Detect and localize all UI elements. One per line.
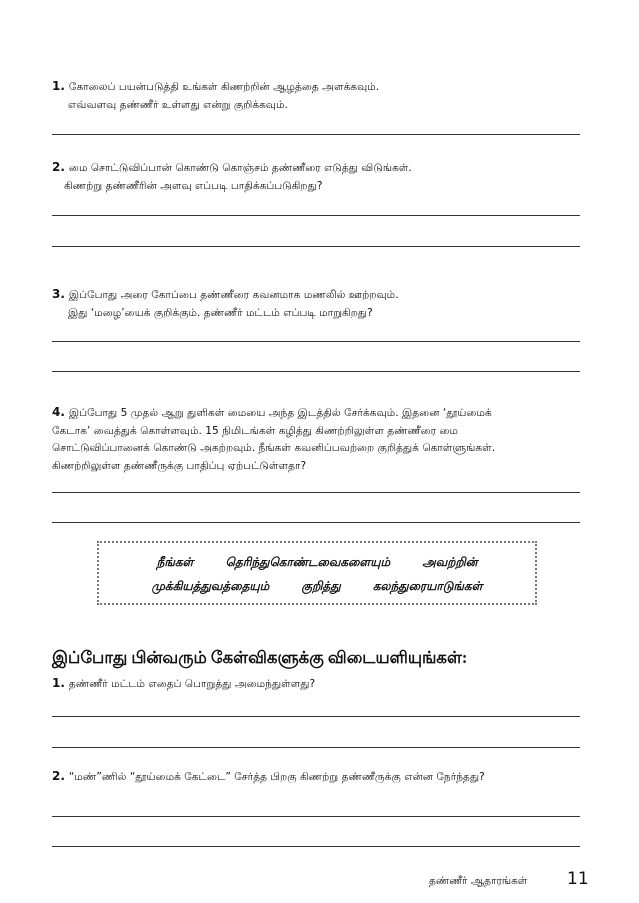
question-text: தண்ணீர் மட்டம் எதைப் பொறுத்து அமைந்துள்ளது?: [68, 678, 316, 690]
question-number: 3.: [52, 287, 65, 301]
question-text: “மண்”ணில் “தூய்மைக் கேட்டை” சேர்த்த பிறகு கிணற்று தண்ணீருக்கு என்ன நேர்ந்தது?: [68, 771, 485, 783]
answer-line[interactable]: [52, 522, 580, 523]
answer-line[interactable]: [52, 492, 580, 493]
question-text: கோலைப் பயன்படுத்தி உங்கள் கிணற்றின் ஆழத்தை அளக்கவும்.: [68, 81, 380, 93]
answer-line[interactable]: [52, 747, 580, 748]
footer-chapter-title: தண்ணீர் ஆதாரங்கள்: [429, 875, 528, 887]
section-heading: இப்போது பின்வரும் கேள்விகளுக்கு விடையளியுங்கள்:: [52, 648, 468, 667]
answer-line[interactable]: [52, 134, 580, 135]
answer-line[interactable]: [52, 246, 580, 247]
question-number: 2.: [52, 160, 65, 174]
question-1: [52, 77, 592, 114]
page-number: 11: [567, 869, 589, 889]
answer-line[interactable]: [52, 215, 580, 216]
discussion-box: [97, 541, 537, 605]
bottom-question-1: [52, 674, 592, 693]
bottom-question-2: [52, 767, 592, 786]
question-text: மை சொட்டுவிப்பான் கொண்டு கொஞ்சம் தண்ணீரை எடுத்து விடுங்கள்.: [68, 162, 412, 174]
question-text: கேடாக’ வைத்துக் கொள்ளவும். 15 நிமிடங்கள் கழித்து கிணற்றிலுள்ள தண்ணீரை மை: [52, 424, 459, 437]
question-text: இப்போது 5 முதல் ஆறு துளிகள் மையை அந்த இடத்தில் சேர்க்கவும். இதனை ‘தூய்மைக்: [68, 407, 492, 419]
question-number: 1.: [52, 676, 65, 690]
answer-line[interactable]: [52, 846, 580, 847]
question-text: கிணற்று தண்ணீரின் அளவு எப்படி பாதிக்கப்படுகிறது?: [64, 180, 323, 192]
question-text: இது ‘மழை’யைக் குறிக்கும். தண்ணீர் மட்டம் எப்படி மாறுகிறது?: [68, 307, 373, 319]
answer-line[interactable]: [52, 716, 580, 717]
answer-line[interactable]: [52, 816, 580, 817]
question-2: [52, 158, 592, 195]
question-text: கிணற்றிலுள்ள தண்ணீருக்கு பாதிப்பு ஏற்பட்டுள்ளதா?: [52, 459, 307, 472]
answer-line[interactable]: [52, 371, 580, 372]
answer-line[interactable]: [52, 341, 580, 342]
question-number: 4.: [52, 405, 65, 419]
question-text: சொட்டுவிப்பானைக் கொண்டு அகற்றவும். நீங்கள் கவனிப்பவற்றை குறித்துக் கொள்ளுங்கள்.: [52, 442, 496, 454]
discussion-text: நீங்கள் தெரிந்துகொண்டவைகளையும் அவற்றின்: [156, 555, 478, 569]
discussion-text: முக்கியத்துவத்தையும் குறித்து கலந்துரையாடுங்கள்: [151, 579, 483, 593]
question-text: எவ்வளவு தண்ணீர் உள்ளது என்று குறிக்கவும்.: [68, 99, 288, 111]
question-number: 1.: [52, 79, 65, 93]
question-4: [52, 404, 587, 475]
question-text: இப்போது அரை கோப்பை தண்ணீரை கவனமாக மணலில் ஊற்றவும்.: [68, 289, 399, 301]
question-3: [52, 285, 592, 322]
question-number: 2.: [52, 769, 65, 783]
